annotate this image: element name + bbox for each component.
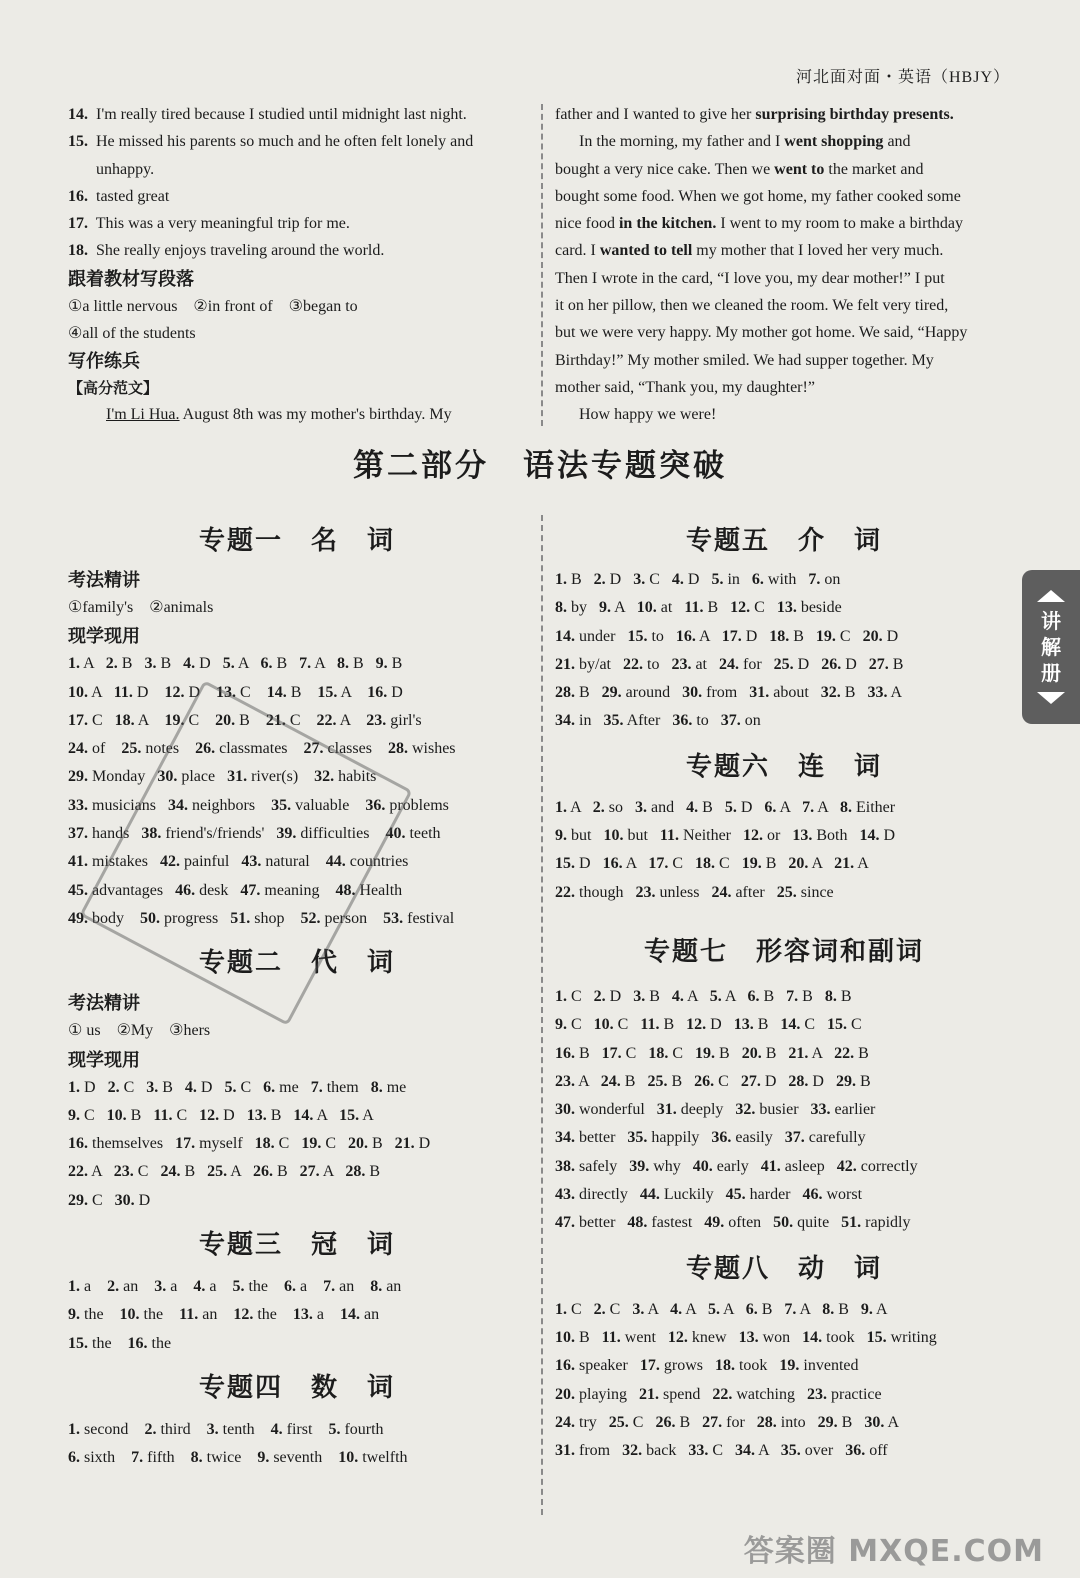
t1-answers-line: 10. A 11. D 12. D 13. C 14. B 15. A 16. D: [68, 683, 403, 701]
topic-2-title: 专题二 代 词: [198, 948, 395, 979]
top-left-lines: [68, 101, 526, 265]
t1-answers-line: 45. advantages 46. desk 47. meaning 48. Health: [68, 881, 403, 899]
tab-arrow-up-icon: [1037, 590, 1065, 602]
t5-answers-line: 21. by/at 22. to 23. at 24. for 25. D 26. D 27. B: [555, 655, 904, 673]
t7-answers-line: 16. B 17. C 18. C 19. B 20. B 21. A 22. B: [555, 1044, 869, 1062]
t2-sub-2: 现学现用: [68, 1049, 140, 1071]
top-right-lines-line: card. I wanted to tell my mother that I loved her very much.: [555, 242, 944, 260]
t6-answers-line: 22. though 23. unless 24. after 25. since: [555, 883, 834, 901]
top-right-lines-line: bought a very nice cake. Then we went to the market and: [555, 160, 924, 178]
top-right-lines-line: Birthday!” My mother smiled. We had supper together. My: [555, 351, 934, 369]
t8-answers: [555, 1296, 1013, 1466]
topic-7-title: 专题七 形容词和副词: [643, 936, 924, 967]
tab-arrow-down-icon: [1037, 692, 1065, 704]
essay-start-rest: August 8th was my mother's birthday. My: [179, 406, 452, 424]
model-essay-label: 【高分范文】: [68, 379, 159, 398]
t7-answers-line: 30. wonderful 31. deeply 32. busier 33. earlier: [555, 1101, 876, 1119]
t7-answers-line: 9. C 10. C 11. B 12. D 13. B 14. C 15. C: [555, 1016, 862, 1034]
t7-answers-line: 34. better 35. happily 36. easily 37. carefully: [555, 1129, 866, 1147]
topic-6-title: 专题六 连 词: [685, 751, 882, 782]
part-title: 第二部分 语法专题突破: [353, 448, 727, 484]
left-column: [68, 522, 526, 1473]
top-right-lines-line: mother said, “Thank you, my daughter!”: [555, 378, 815, 396]
top-left-lines-line: 18. She really enjoys traveling around the world.: [68, 242, 385, 260]
t5-answers-line: 1. B 2. D 3. C 4. D 5. in 6. with 7. on: [555, 571, 841, 588]
t5-answers-line: 8. by 9. A 10. at 11. B 12. C 13. beside: [555, 599, 842, 617]
top-right-lines-line: but we were very happy. My mother got home. We said, “Happy: [555, 324, 968, 342]
follow-lines: [68, 293, 526, 348]
essay-start: [68, 401, 526, 428]
tab-char-1: 讲: [1041, 609, 1061, 633]
t8-answers-line: 31. from 32. back 33. C 34. A 35. over 36. off: [555, 1442, 888, 1460]
t5-answers: [555, 566, 1013, 736]
topic-5-title: 专题五 介 词: [685, 526, 882, 556]
top-left-lines-line: unhappy.: [68, 160, 155, 178]
t5-answers-line: 14. under 15. to 16. A 17. D 18. B 19. C 20. D: [555, 627, 899, 645]
t6-answers-line: 15. D 16. A 17. C 18. C 19. B 20. A 21. A: [555, 855, 869, 873]
t7-answers-line: 38. safely 39. why 40. early 41. asleep 42. correctly: [555, 1157, 918, 1175]
top-right-lines-line: nice food in the kitchen. I went to my room to make a birthday: [555, 215, 963, 233]
topic-1-title: 专题一 名 词: [198, 526, 395, 556]
t5-answers-line: 34. in 35. After 36. to 37. on: [555, 712, 761, 730]
t1-answers-line: 33. musicians 34. neighbors 35. valuable 36. problems: [68, 796, 449, 814]
right-column: [555, 522, 1013, 1465]
section-writing-heading: 写作练兵: [68, 351, 140, 373]
t2-sub-1: 考法精讲: [68, 993, 140, 1015]
essay-name: I'm Li Hua.: [106, 406, 180, 424]
t7-answers-line: 23. A 24. B 25. B 26. C 27. D 28. D 29. B: [555, 1072, 871, 1090]
t1-answers-line: 49. body 50. progress 51. shop 52. person 53. festival: [68, 909, 455, 927]
t1-sub-1-line: ①family's ②animals: [68, 599, 214, 616]
t2-sub-1-line: ① us ②My ③hers: [68, 1022, 211, 1040]
t7-answers: [555, 983, 1013, 1238]
t8-answers-line: 24. try 25. C 26. B 27. for 28. into 29. B 30. A: [555, 1413, 900, 1431]
bottom-divider: [541, 515, 543, 1515]
t4-answers-line: 1. second 2. third 3. tenth 4. first 5. fourth: [68, 1420, 384, 1438]
topic-4-title: 专题四 数 词: [198, 1372, 395, 1403]
top-right-lines-line: father and I wanted to give her surprising birthday presents.: [555, 106, 954, 123]
t1-answers-line: 17. C 18. A 19. C 20. B 21. C 22. A 23. girl's: [68, 711, 422, 729]
top-right-lines-line: Then I wrote in the card, “I love you, my dear mother!” I put: [555, 269, 945, 287]
side-tab: [1022, 570, 1080, 724]
top-left-block: [68, 101, 526, 429]
t2-answers: [68, 1074, 526, 1215]
t8-answers-line: 10. B 11. went 12. knew 13. won 14. took 15. writing: [555, 1328, 937, 1346]
t8-answers-line: 1. C 2. C 3. A 4. A 5. A 6. B 7. A 8. B 9. A: [555, 1300, 888, 1318]
t2-answers-line: 29. C 30. D: [68, 1191, 151, 1209]
t2-answers-line: 22. A 23. C 24. B 25. A 26. B 27. A 28. B: [68, 1163, 381, 1181]
t1-answers-line: 24. of 25. notes 26. classmates 27. classes 28. wishes: [68, 740, 456, 758]
t1-answers: [68, 650, 526, 933]
t3-answers-line: 9. the 10. the 11. an 12. the 13. a 14. an: [68, 1306, 380, 1324]
t4-answers-line: 6. sixth 7. fifth 8. twice 9. seventh 10. twelfth: [68, 1449, 408, 1467]
t7-answers-line: 47. better 48. fastest 49. often 50. quite 51. rapidly: [555, 1214, 911, 1232]
top-divider: [541, 104, 543, 426]
t3-answers-line: 15. the 16. the: [68, 1334, 172, 1352]
t6-answers-line: 1. A 2. so 3. and 4. B 5. D 6. A 7. A 8. Either: [555, 798, 896, 816]
t5-answers-line: 28. B 29. around 30. from 31. about 32. B 33. A: [555, 684, 903, 702]
t6-answers: [555, 794, 1013, 907]
top-left-lines-line: 15. He missed his parents so much and he often felt lonely and: [68, 133, 474, 151]
t1-sub-1: 考法精讲: [68, 570, 140, 591]
top-right-lines-line: bought some food. When we got home, my father cooked some: [555, 187, 961, 205]
t4-answers: [68, 1416, 526, 1473]
tab-char-2: 解: [1041, 635, 1061, 659]
follow-lines-line: ①a little nervous ②in front of ③began to: [68, 297, 358, 315]
t1-answers-line: 29. Monday 30. place 31. river(s) 32. habits: [68, 768, 377, 786]
follow-lines-line: ④all of the students: [68, 325, 196, 343]
topic-8-title: 专题八 动 词: [685, 1253, 882, 1284]
t8-answers-line: 20. playing 21. spend 22. watching 23. practice: [555, 1385, 882, 1403]
t2-answers-line: 9. C 10. B 11. C 12. D 13. B 14. A 15. A: [68, 1106, 374, 1124]
t6-answers-line: 9. but 10. but 11. Neither 12. or 13. Both 14. D: [555, 827, 896, 845]
t8-answers-line: 16. speaker 17. grows 18. took 19. invented: [555, 1357, 859, 1375]
t7-answers-line: 1. C 2. D 3. B 4. A 5. A 6. B 7. B 8. B: [555, 987, 852, 1005]
t7-answers-line: 43. directly 44. Luckily 45. harder 46. worst: [555, 1186, 863, 1204]
top-right-lines-line: it on her pillow, then we cleaned the room. We felt very tired,: [555, 297, 949, 315]
tab-char-3: 册: [1041, 661, 1061, 685]
t2-answers-line: 16. themselves 17. myself 18. C 19. C 20. B 21. D: [68, 1135, 431, 1153]
top-right-lines: [555, 101, 1011, 429]
t1-answers-line: 1. A 2. B 3. B 4. D 5. A 6. B 7. A 8. B 9. B: [68, 655, 403, 673]
t3-answers-line: 1. a 2. an 3. a 4. a 5. the 6. a 7. an 8. an: [68, 1278, 402, 1296]
section-follow-heading: 跟着教材写段落: [68, 268, 194, 290]
top-left-lines-line: 14. I'm really tired because I studied until midnight last night.: [68, 106, 467, 123]
top-left-lines-line: 16. tasted great: [68, 187, 170, 205]
t1-sub-2: 现学现用: [68, 626, 140, 648]
top-left-lines-line: 17. This was a very meaningful trip for me.: [68, 215, 350, 233]
top-right-lines-line: In the morning, my father and I went shopping and: [555, 133, 911, 151]
top-right-lines-line: How happy we were!: [555, 406, 717, 424]
t1-answers-line: 37. hands 38. friend's/friends' 39. difficulties 40. teeth: [68, 825, 441, 843]
t1-answers-line: 41. mistakes 42. painful 43. natural 44. countries: [68, 853, 409, 871]
topic-3-title: 专题三 冠 词: [198, 1230, 395, 1261]
top-right-block: [555, 101, 1011, 429]
t2-answers-line: 1. D 2. C 3. B 4. D 5. C 6. me 7. them 8. me: [68, 1078, 407, 1096]
watermark: 答案圈 MXQE.COM: [743, 1534, 1044, 1569]
t3-answers: [68, 1273, 526, 1358]
page-header: 河北面对面・英语（HBJY）: [795, 69, 1010, 86]
